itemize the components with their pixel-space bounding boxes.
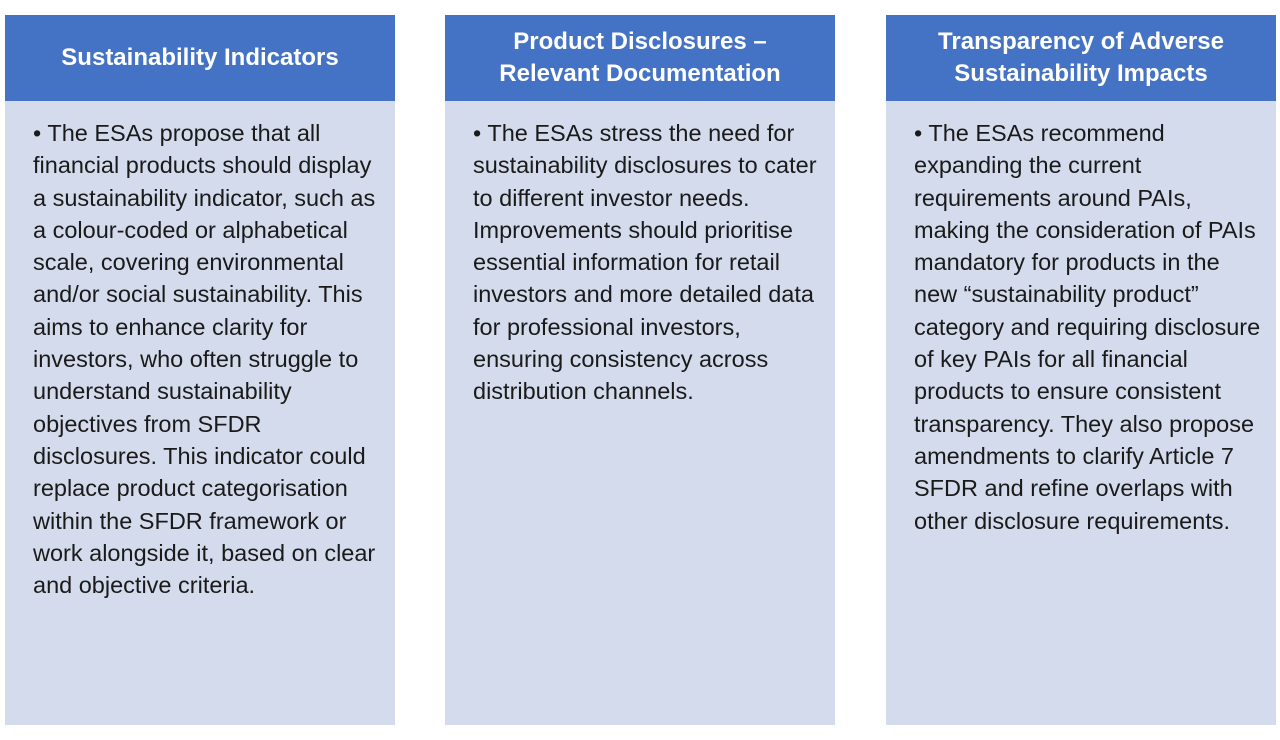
panel-header xyxy=(445,15,835,101)
panel-title: Sustainability Indicators xyxy=(61,44,339,71)
bullet-item xyxy=(473,117,821,408)
panel-title-line-2: Sustainability Impacts xyxy=(954,60,1208,87)
bullet-item xyxy=(33,117,381,601)
panel-header xyxy=(886,15,1276,101)
panel-header xyxy=(5,15,395,101)
bullet-text: expanding the current requirements around PAIs, making the consideration of PAIs mandatory for products in the new “sustainability product” category and requiring disclosure of key PAIs for all financial products to ensure consistent transparency. They also propose amendments to clarify Article 7 SFDR and refine overlaps with other disclosure requirements. xyxy=(914,152,1261,534)
bullet-lead: The ESAs propose that all xyxy=(47,120,321,146)
panel-title-line-2: Relevant Documentation xyxy=(499,60,781,87)
bullet-text: financial products should display a sustainability indicator, such as a colour-coded or alphabetical scale, covering environmental and/or social sustainability. This aims to enhance clarity for investors, who often struggle to understand sustainability objectives from SFDR disclosures. This indicator could replace product categorisation within the SFDR framework or work alongside it, based on clear and objective criteria. xyxy=(33,152,376,599)
panel-title-line-1: Transparency of Adverse xyxy=(938,28,1224,55)
panel-sustainability-indicators xyxy=(5,15,395,725)
panel-body xyxy=(445,101,835,725)
panel-product-disclosures xyxy=(445,15,835,725)
panel-transparency-adverse-impacts xyxy=(886,15,1276,725)
bullet-dot: • xyxy=(33,120,42,146)
panel-title-line-1: Product Disclosures – xyxy=(513,28,767,55)
bullet-dot: • xyxy=(914,120,923,146)
bullet-dot: • xyxy=(473,120,482,146)
panel-body xyxy=(886,101,1276,725)
bullet-lead: The ESAs recommend xyxy=(928,120,1165,146)
bullet-item xyxy=(914,117,1262,537)
bullet-lead: The ESAs stress the need xyxy=(487,120,761,146)
panel-body xyxy=(5,101,395,725)
bullet-text: for sustainability disclosures to cater to different investor needs. Improvements should prioritise essential information for retail investors and more detailed data for professional investors, ensuring consistency across distribution channels. xyxy=(473,120,817,405)
